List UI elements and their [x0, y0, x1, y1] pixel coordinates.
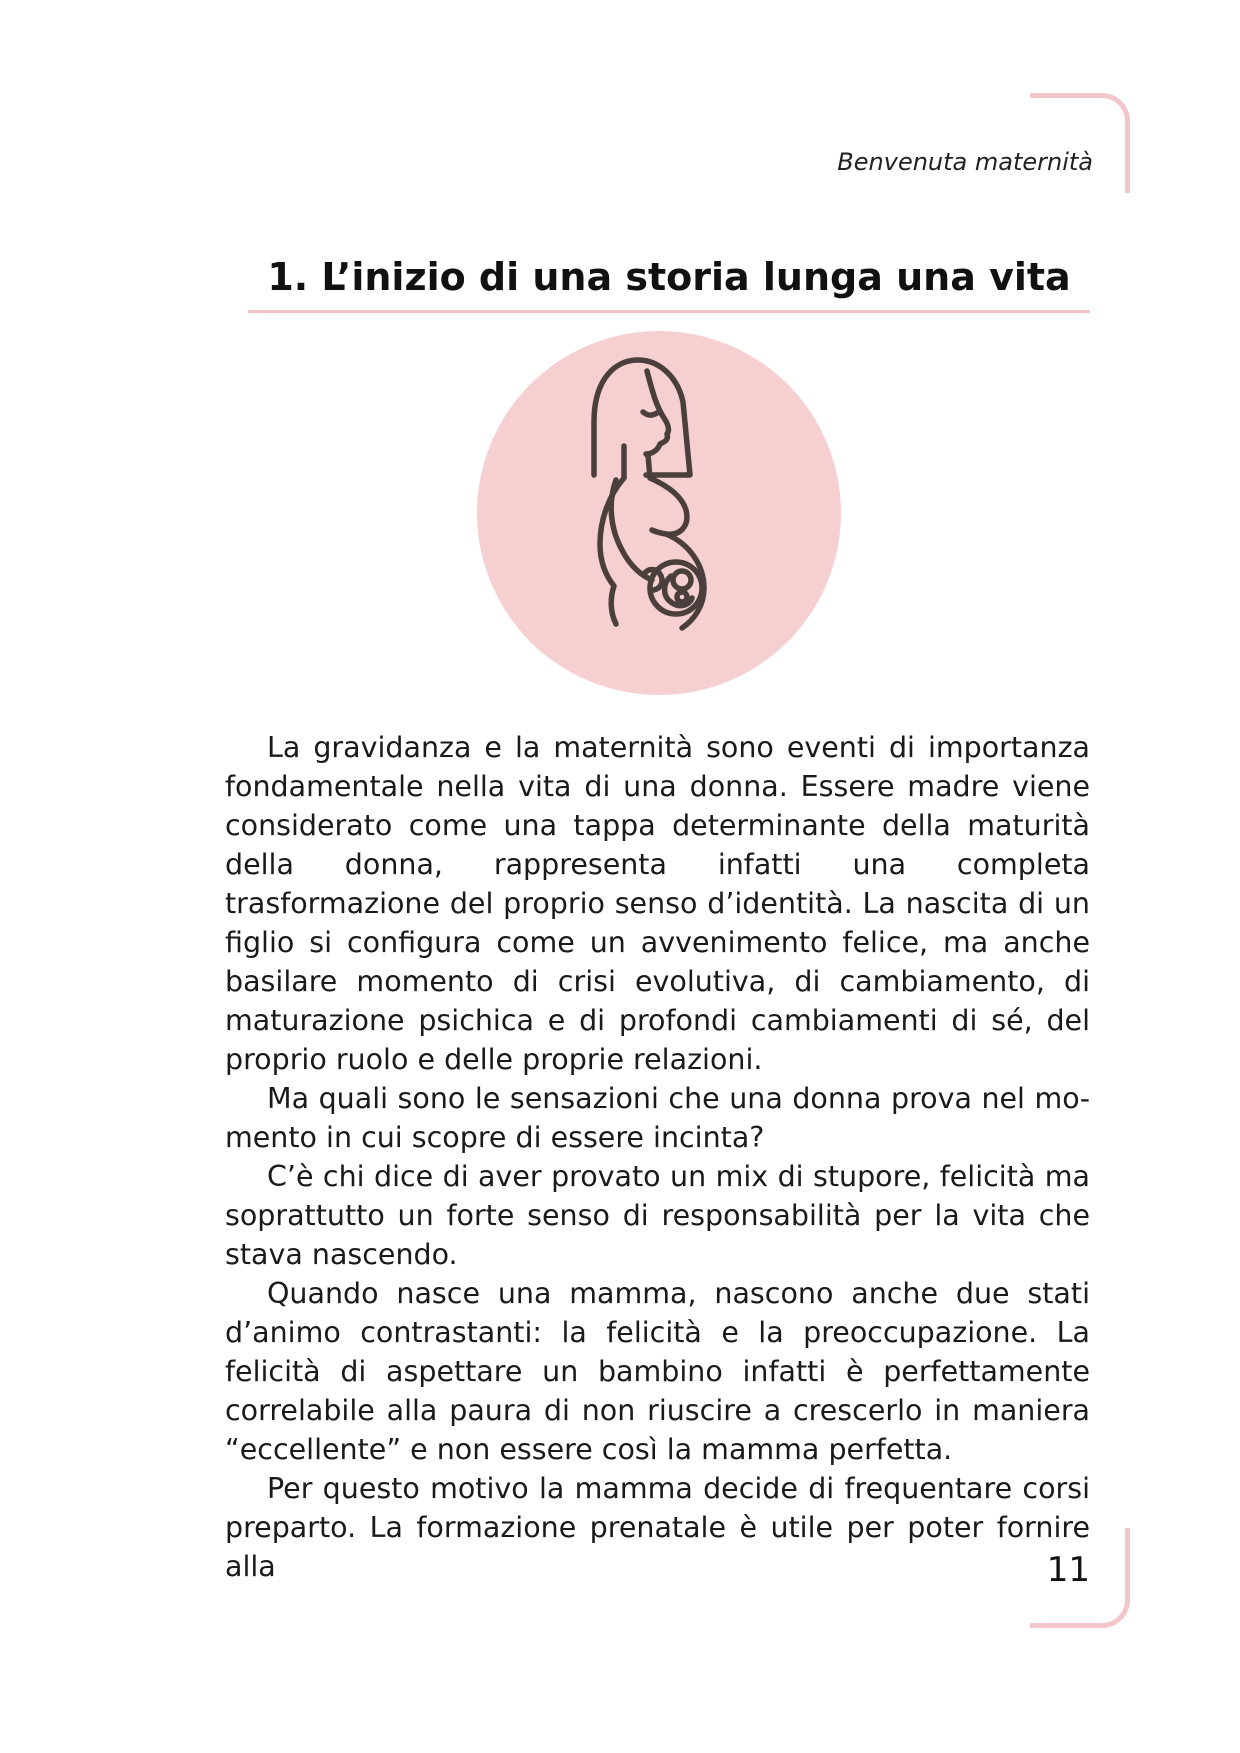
body-paragraph: Per questo motivo la mamma decide di frequentare corsi preparto. La formazione prenatale è utile per poter fornire alla: [225, 1472, 1090, 1583]
body-paragraph: Quando nasce una mamma, nascono anche due stati d’animo contrastanti: la felicità e la preoccupazione. La felicità di aspettare un bambino infatti è perfettamente correlabile alla paura di non riuscire a crescerlo in maniera “eccellente” e non essere così la mamma perfetta.: [225, 1277, 1090, 1466]
body-paragraph: C’è chi dice di aver provato un mix di stupore, felicità ma soprattutto un forte senso di responsabilità per la vita che stava nascendo.: [225, 1160, 1090, 1271]
title-underline: [248, 310, 1090, 313]
running-header: Benvenuta maternità: [837, 148, 1093, 176]
pregnant-woman-icon: [476, 330, 842, 696]
body-text: [225, 728, 1090, 1586]
page-number: 11: [1046, 1550, 1090, 1590]
chapter-title: 1. L’inizio di una storia lunga una vita: [267, 255, 1071, 299]
corner-ornament-top: [1030, 93, 1130, 193]
body-paragraph: Ma quali sono le sensazioni che una donna prova nel momento in cui scopre di essere incinta?: [225, 1082, 1090, 1154]
body-paragraph: La gravidanza e la maternità sono eventi di importanza fondamentale nella vita di una donna. Essere madre viene considerato come una tappa determinante della maturità della donna, rappresenta infatti una completa trasformazione del proprio senso d’identità. La nascita di un figlio si configura come un avvenimento felice, ma anche basilare momento di crisi evolutiva, di cambiamento, di maturazione psichica e di profondi cambiamenti di sé, del proprio ruolo e delle proprie relazioni.: [225, 731, 1090, 1076]
corner-ornament-bottom: [1030, 1528, 1130, 1628]
pregnant-woman-illustration: [476, 330, 842, 696]
